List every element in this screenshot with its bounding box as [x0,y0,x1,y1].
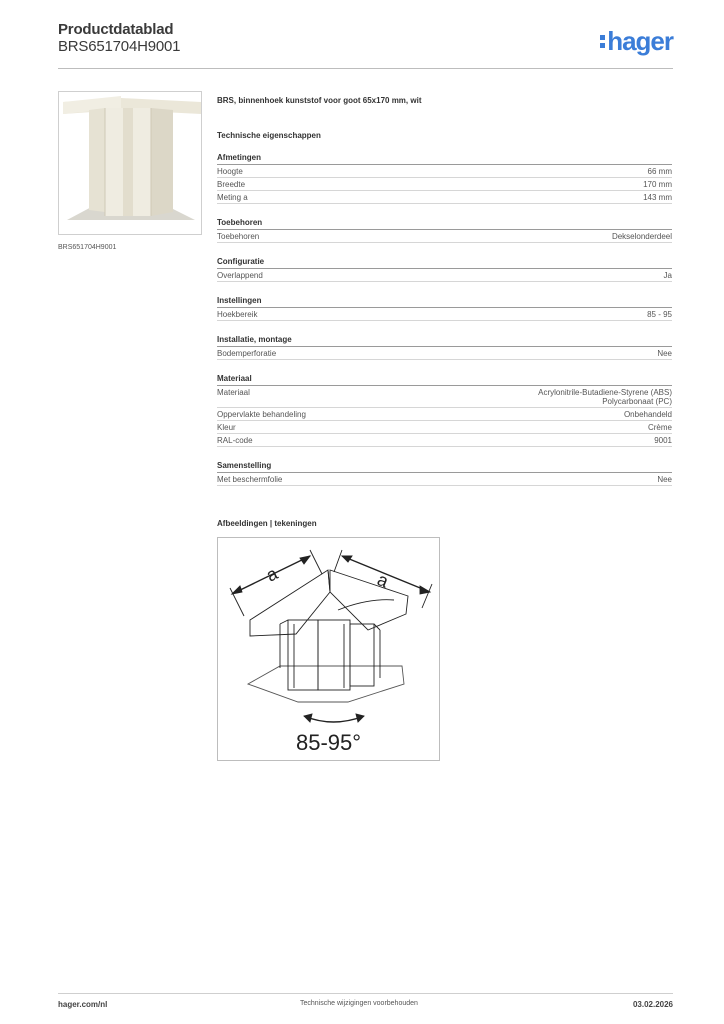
spec-group-title: Materiaal [217,374,672,386]
product-photo-icon [59,92,201,234]
spec-group-title: Samenstelling [217,461,672,473]
spec-row [217,473,672,486]
spec-row [217,191,672,204]
spec-row [217,308,672,321]
spec-label: Oppervlakte behandeling [217,410,306,419]
spec-group [217,218,672,243]
spec-value: Dekselonderdeel [611,232,672,241]
image-caption: BRS651704H9001 [58,244,117,251]
spec-group [217,335,672,360]
spec-label: Toebehoren [217,232,260,241]
spec-value: 143 mm [643,193,672,202]
spec-group-title: Instellingen [217,296,672,308]
dimension-label-left: a [262,563,281,586]
spec-row [217,230,672,243]
spec-value: Acrylonitrile-Butadiene-Styrene (ABS) Polycarbonaat (PC) [538,388,672,406]
spec-group [217,257,672,282]
spec-value: 170 mm [643,180,672,189]
spec-label: Breedte [217,180,246,189]
angle-label: 85-95° [296,730,362,755]
spec-label: Hoekbereik [217,310,258,319]
logo-dots-icon [600,35,605,48]
spec-value: 9001 [654,436,672,445]
spec-value: 85 - 95 [647,310,672,319]
spec-group-title: Toebehoren [217,218,672,230]
technical-drawing [217,537,440,761]
spec-value: Nee [657,349,672,358]
product-code: BRS651704H9001 [58,38,181,55]
footer-date: 03.02.2026 [632,1000,673,1009]
spec-value: 66 mm [647,167,672,176]
spec-group-title: Installatie, montage [217,335,672,347]
spec-group [217,374,672,447]
footer-website-link[interactable]: hager.com/nl [58,1000,108,1009]
drawings-heading: Afbeeldingen | tekeningen [217,519,317,528]
footer-disclaimer: Technische wijzigingen voorbehouden [300,1000,418,1007]
spec-row [217,347,672,360]
spec-row [217,269,672,282]
spec-value: Crème [647,423,672,432]
page-title: Productdatablad [58,21,174,38]
spec-label: Meting a [217,193,248,202]
spec-group-title: Afmetingen [217,153,672,165]
product-description: BRS, binnenhoek kunststof voor goot 65x170 mm, wit [217,96,422,105]
technical-heading: Technische eigenschappen [217,131,321,140]
hager-logo [600,26,673,57]
spec-value: Onbehandeld [623,410,672,419]
spec-label: Kleur [217,423,236,432]
spec-row [217,421,672,434]
spec-label: Bodemperforatie [217,349,277,358]
corner-drawing-icon [218,538,439,760]
spec-row [217,434,672,447]
spec-group-title: Configuratie [217,257,672,269]
spec-label: Met beschermfolie [217,475,283,484]
footer-divider [58,993,673,994]
product-image [58,91,202,235]
spec-row [217,386,672,408]
product-specs [217,96,672,500]
spec-group [217,296,672,321]
spec-value: Ja [663,271,672,280]
spec-label: Overlappend [217,271,263,280]
spec-label: Materiaal [217,388,250,397]
spec-groups [217,153,672,486]
spec-group [217,461,672,486]
header-divider [58,68,673,69]
spec-value: Nee [657,475,672,484]
spec-label: Hoogte [217,167,243,176]
spec-label: RAL-code [217,436,253,445]
spec-row [217,178,672,191]
spec-row [217,165,672,178]
spec-row [217,408,672,421]
spec-group [217,153,672,204]
dimension-label-right: a [374,569,392,592]
logo-text: hager [607,26,673,56]
